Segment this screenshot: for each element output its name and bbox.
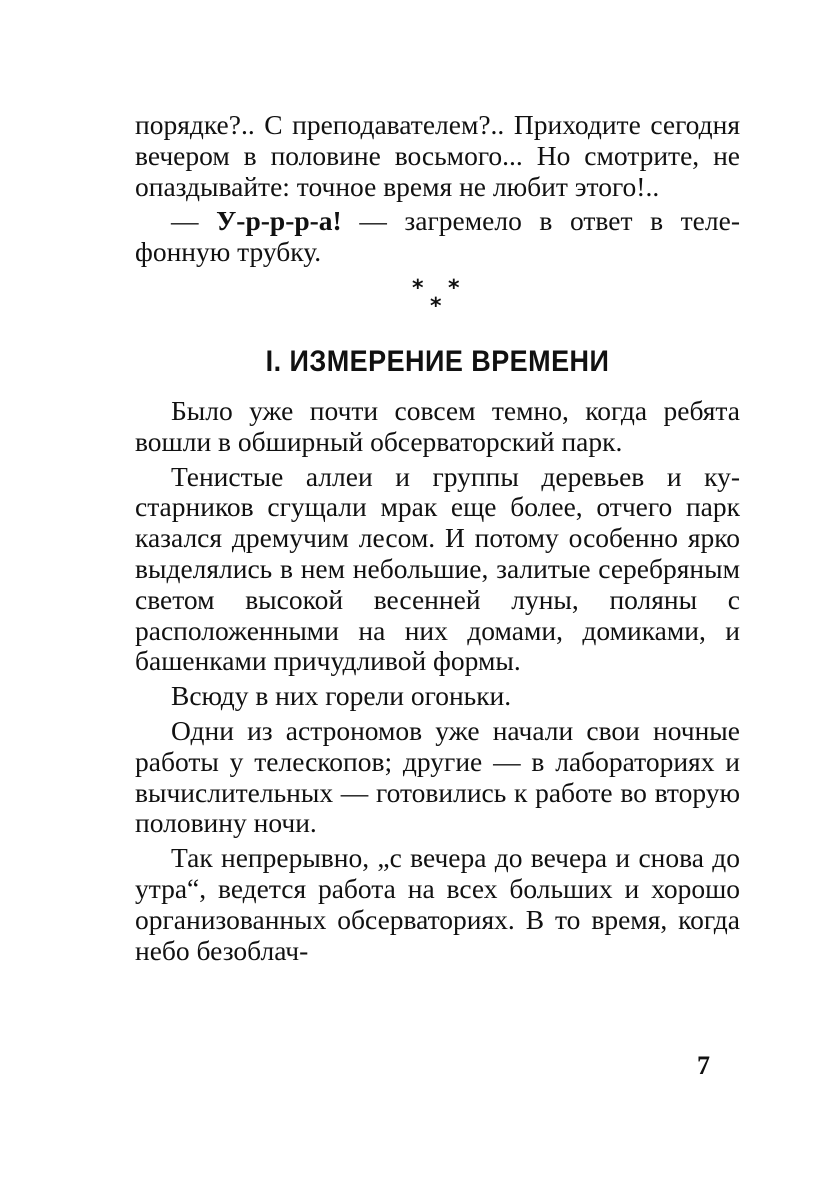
chapter-paragraph: Всюду в них горели огоньки. — [171, 680, 512, 712]
chapter-paragraph: Тенистые аллеи и группы деревьев и кустарников сгущали мрак еще более, отчего парк казался дремучим лесом. И потому особенно ярко выделялись в нем небольшие, залитые серебряным светом высокой весенней луны, поляны с расположенными на них домами, домиками, и башенками причудливой формы. — [135, 460, 740, 677]
asterism-star: * — [412, 275, 424, 301]
dialogue-paragraph — [135, 206, 740, 268]
intro-paragraph: порядке?.. С преподавателем?.. Приходите сегодня вечером в половине восьмого... Но смотрите, не опаздывайте: точное время не любит этого!.. — [135, 109, 740, 202]
chapter-paragraph: Было уже почти совсем темно, когда ребята вошли в обширный обсерваторский парк. — [135, 394, 740, 457]
asterism-star: * — [448, 275, 460, 301]
book-page-text — [135, 110, 740, 966]
dialogue-remainder: — загремело в ответ в телефонную трубку. — [135, 205, 740, 268]
chapter-title: I. ИЗМЕРЕНИЕ ВРЕМЕНИ — [265, 344, 610, 378]
dialogue-exclamation: У-р-р-р-а! — [216, 205, 342, 237]
chapter-paragraph: Одни из астрономов уже начали свои ночные работы у телескопов; другие — в лабораториях и вычислительных — готовились к работе во вторую половину ночи. — [135, 714, 740, 839]
section-separator-asterism — [135, 275, 740, 326]
chapter-paragraph: Так непрерывно, „с вечера до вечера и снова до утра“, ведется работа на всех больших и хорошо организованных обсерваториях. В то время, когда небо безоблач- — [135, 842, 740, 966]
asterism-star: * — [430, 293, 442, 319]
dialogue-dash: — — [171, 205, 217, 237]
page-number: 7 — [697, 1051, 710, 1080]
